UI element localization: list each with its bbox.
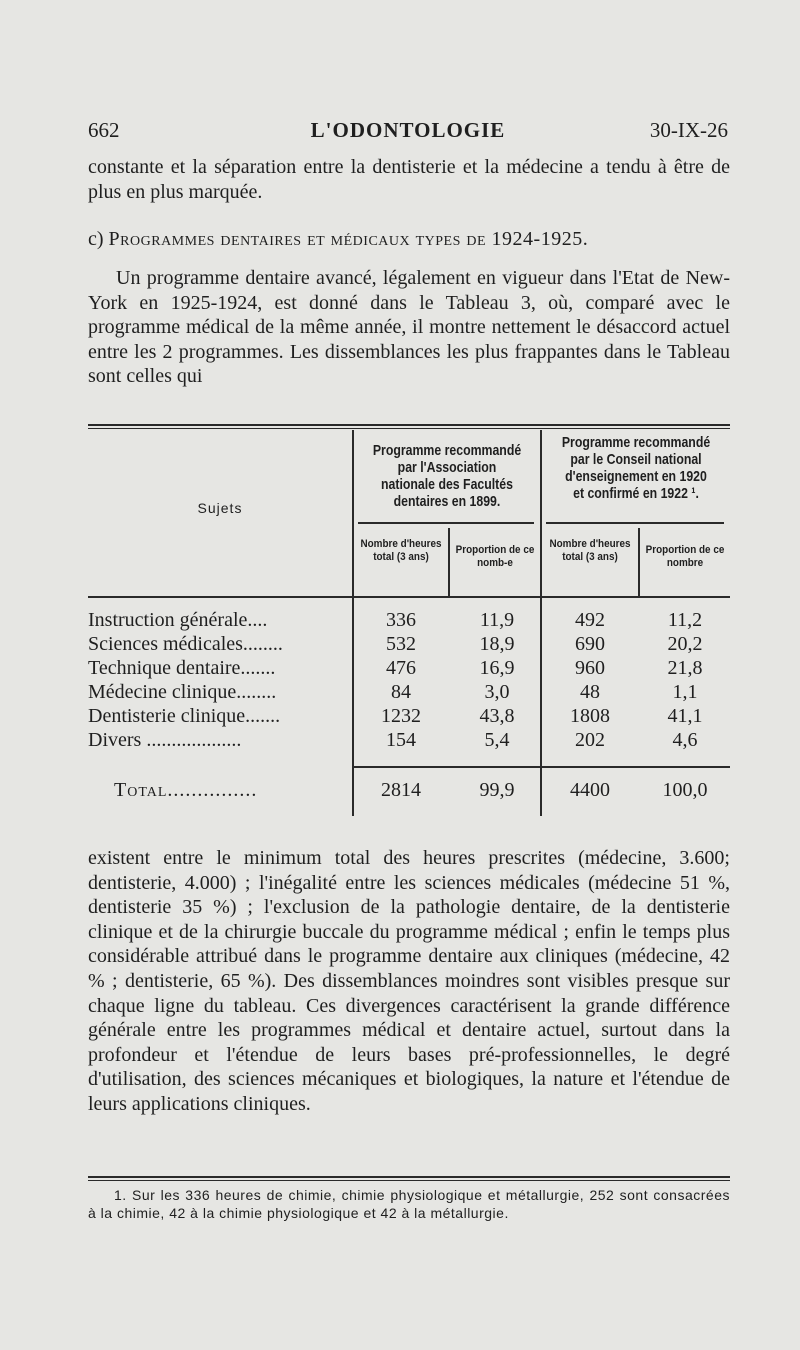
table-row — [88, 704, 730, 728]
total-proportion-2: 100,0 — [662, 779, 708, 801]
group1-header: Programme recommandé par l'Association nationale des Facultés dentaires en 1899. — [372, 442, 522, 510]
hours-2: 48 — [580, 681, 600, 703]
footnote-rule — [88, 1176, 730, 1178]
table-row — [88, 680, 730, 704]
intro-paragraph: constante et la séparation entre la dentisterie et la médecine a tendu à être de plus en plus marquée. — [88, 156, 730, 203]
hours-2: 960 — [575, 657, 605, 679]
table-top-rule — [88, 424, 730, 426]
journal-title: L'ODONTOLOGIE — [310, 118, 506, 142]
total-proportion-1: 99,9 — [479, 779, 515, 801]
hours-2: 202 — [575, 729, 605, 751]
proportion-2: 11,2 — [667, 609, 703, 631]
subjects-header: Sujets — [197, 500, 243, 516]
proportion-1: 16,9 — [479, 657, 515, 679]
issue-date: 30-IX-26 — [649, 118, 728, 142]
subject-label: Technique dentaire....... — [88, 657, 276, 679]
proportion-1: 18,9 — [479, 633, 515, 655]
table-top-rule-thin — [88, 428, 730, 429]
total-rule — [354, 766, 730, 768]
subheader-proportion-2: Proportion de ce nombre — [645, 544, 725, 569]
group2-underline — [546, 522, 724, 524]
proportion-2: 41,1 — [667, 705, 703, 727]
total-hours-2: 4400 — [570, 779, 610, 801]
proportion-2: 1,1 — [672, 681, 698, 703]
subject-label: Médecine clinique........ — [88, 681, 277, 703]
body-paragraph: Un programme dentaire avancé, légalement en vigueur dans l'Etat de New-York en 1925-1924, est donné dans le Tableau 3, où, comparé avec le programme médical de la même année, il montre nettement le désaccord actuel entre les 2 programmes. Les dissemblances les plus frappantes dans le Tableau sont celles qui — [88, 267, 730, 388]
footnote: 1. Sur les 336 heures de chimie, chimie physiologique et métallurgie, 252 sont consacrées à la chimie, 42 à la chimie physiologique et 42 à la métallurgie. — [88, 1187, 730, 1221]
subject-label: Dentisterie clinique....... — [88, 705, 281, 727]
hours-1: 1232 — [381, 705, 421, 727]
hours-1: 532 — [386, 633, 416, 655]
table-row — [88, 632, 730, 656]
after-table-paragraph: existent entre le minimum total des heures prescrites (médecine, 3.600; dentisterie, 4.000) ; l'inégalité entre les sciences médicales (médecine 51 %, dentisterie 35 %) ; l'exclusion de la pathologie dentaire, de la dentisterie clinique et de la chirurgie buccale du programme médical ; enfin le temps plus considérable attribué dans le programme dentaire aux cliniques (médecine, 42 % ; dentisterie, 65 %). Des dissemblances moindres sont visibles presque sur chaque ligne du tableau. Ces divergences caractérisent la grande différence générale entre les programmes médical et dentaire actuel, surtout dans la profondeur et l'étendue de leurs bases pré-professionnelles, le degré d'utilisation, des sciences mécaniques et biologiques, la nature et l'étendue de leurs applications cliniques. — [88, 847, 730, 1115]
page-number: 662 — [88, 118, 120, 142]
total-row — [88, 778, 730, 802]
column-divider — [638, 528, 640, 596]
proportion-1: 5,4 — [484, 729, 510, 751]
hours-1: 154 — [386, 729, 416, 751]
subject-label: Instruction générale.... — [88, 609, 268, 631]
column-divider — [448, 528, 450, 596]
total-hours-1: 2814 — [381, 779, 421, 801]
group2-header: Programme recommandé par le Conseil national d'enseignement en 1920 et confirmé en 1922 ¹. — [561, 434, 711, 502]
subheader-hours-2: Nombre d'heures total (3 ans) — [549, 538, 631, 563]
hours-2: 690 — [575, 633, 605, 655]
section-label: c) — [88, 228, 104, 250]
proportion-1: 3,0 — [484, 681, 510, 703]
subject-label: Sciences médicales........ — [88, 633, 283, 655]
hours-1: 84 — [391, 681, 411, 703]
table-row — [88, 656, 730, 680]
subject-label: Divers ................... — [88, 729, 242, 751]
proportion-2: 4,6 — [672, 729, 698, 751]
subheader-hours-1: Nombre d'heures total (3 ans) — [360, 538, 442, 563]
proportion-2: 21,8 — [667, 657, 703, 679]
section-heading — [88, 227, 730, 252]
footnote-rule-thin — [88, 1180, 730, 1181]
proportion-2: 20,2 — [667, 633, 703, 655]
hours-2: 1808 — [570, 705, 610, 727]
proportion-1: 43,8 — [479, 705, 515, 727]
curriculum-table — [88, 420, 730, 820]
hours-2: 492 — [575, 609, 605, 631]
hours-1: 336 — [386, 609, 416, 631]
table-row — [88, 728, 730, 752]
section-title: Programmes dentaires et médicaux types de 1924-1925. — [108, 228, 589, 250]
proportion-1: 11,9 — [479, 609, 515, 631]
table-row — [88, 608, 730, 632]
subheader-proportion-1: Proportion de ce nomb-e — [455, 544, 535, 569]
header-bottom-rule — [88, 596, 730, 598]
hours-1: 476 — [386, 657, 416, 679]
running-header — [88, 118, 728, 148]
total-label: Total............... — [114, 779, 258, 801]
group1-underline — [358, 522, 534, 524]
